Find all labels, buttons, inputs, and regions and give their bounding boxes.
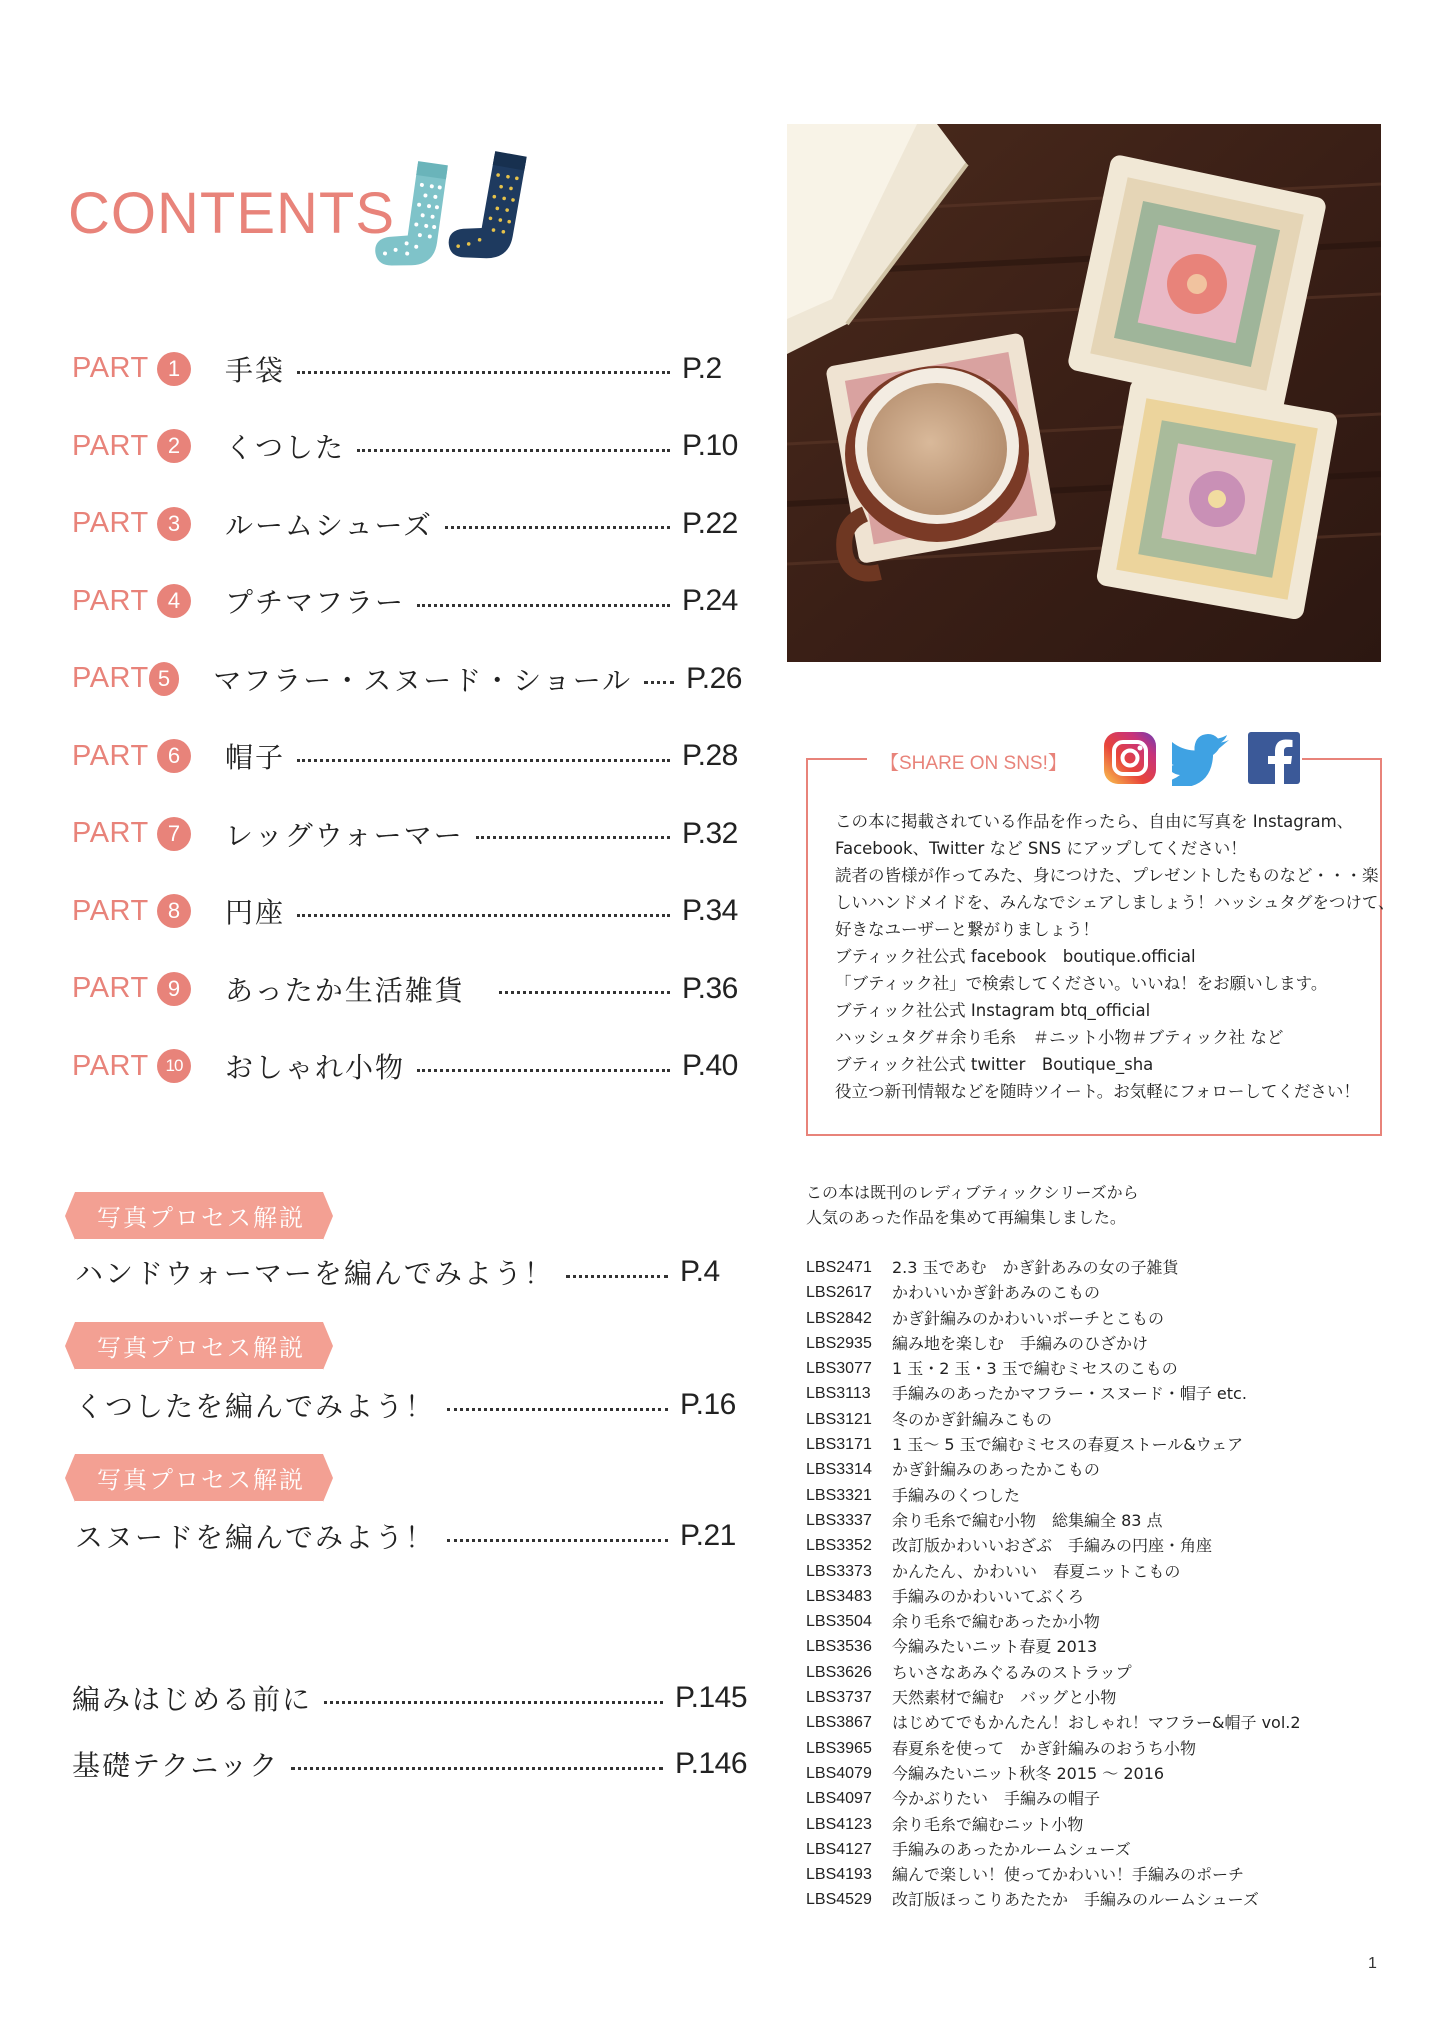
process-badge: 写真プロセス解説 [75,1192,323,1239]
part-label: PART [72,352,149,385]
series-title: 編み地を楽しむ 手編みのひざかけ [892,1333,1149,1353]
part-number-badge: 2 [157,429,191,463]
dot-leader [566,1275,668,1278]
dot-leader [324,1701,663,1704]
toc-title: 手袋 [225,353,286,387]
series-title: 2.3 玉であむ かぎ針あみの女の子雑貨 [892,1258,1179,1277]
process-row-2[interactable] [75,1385,740,1425]
sns-line: ハッシュタグ＃余り毛糸 ＃ニット小物＃ブティック社 など [835,1028,1284,1047]
process-badge: 写真プロセス解説 [75,1322,323,1369]
series-code: LBS3373 [806,1562,872,1580]
series-title: 余り毛糸で編むあったか小物 [892,1612,1100,1632]
extra-title: 編みはじめる前に [72,1683,313,1716]
series-code: LBS3314 [806,1461,872,1479]
part-number-badge: 1 [157,352,191,386]
toc-title: レッグウォーマー [225,818,464,852]
dot-leader [447,1408,668,1411]
sns-text [835,808,1395,1105]
process-badge: 写真プロセス解説 [75,1454,323,1501]
series-row [806,1812,1366,1837]
series-title: 冬のかぎ針編みこもの [892,1409,1053,1429]
series-row [806,1837,1366,1862]
series-row [806,1483,1366,1508]
toc-row-part-2[interactable] [72,408,742,486]
series-title: 編んで楽しい！使ってかわいい！手編みのポーチ [892,1865,1245,1885]
toc-row-part-4[interactable] [72,563,742,641]
toc-title: 円座 [225,896,286,930]
series-row [806,1862,1366,1887]
part-label: PART [72,894,149,927]
series-code: LBS3483 [806,1587,872,1605]
series-title: 春夏糸を使って かぎ針編みのおうち小物 [892,1738,1197,1758]
part-number-badge: 6 [157,739,191,773]
part-number-badge: 8 [157,894,191,928]
toc-page: P.26 [686,661,742,695]
process-title: スヌードを編んでみよう！ [75,1521,436,1554]
series-title: かんたん、かわいい 春夏ニットこもの [892,1561,1181,1581]
toc-page: P.2 [682,351,722,385]
sns-icons [1102,730,1302,786]
part-label: PART [72,662,149,695]
dot-leader [297,759,670,762]
series-code: LBS3337 [806,1511,872,1529]
toc-row-part-5[interactable] [72,640,742,718]
series-list [806,1255,1366,1913]
toc-page: P.22 [682,506,738,540]
sns-line: ブティック社公式 twitter Boutique_sha [835,1055,1154,1074]
toc-page: P.36 [682,971,738,1005]
part-number-badge: 3 [157,507,191,541]
series-code: LBS2617 [806,1284,872,1302]
series-title: 手編みのかわいいてぶくろ [892,1586,1085,1606]
sns-line: この本に掲載されている作品を作ったら、自由に写真を Instagram、 [835,812,1354,831]
process-page: P.21 [680,1519,736,1552]
part-number-badge: 4 [157,584,191,618]
series-title: 余り毛糸で編むニット小物 [892,1814,1084,1834]
extra-page: P.146 [675,1747,748,1780]
series-code: LBS4193 [806,1866,872,1884]
process-title: くつしたを編んでみよう！ [75,1390,436,1423]
toc-row-part-8[interactable] [72,873,742,951]
series-row [806,1306,1366,1331]
dot-leader [291,1767,663,1770]
series-row [806,1736,1366,1761]
series-code: LBS3536 [806,1638,872,1656]
sns-line: 好きなユーザーと繋がりましょう！ [835,920,1099,939]
part-number-badge: 9 [157,972,191,1006]
series-title: かぎ針編みのあったかこもの [892,1460,1100,1480]
dot-leader [357,449,670,452]
dot-leader [476,836,670,839]
part-number-badge: 5 [149,662,180,696]
dot-leader [297,914,670,917]
series-info [806,1180,1366,1913]
series-row [806,1331,1366,1356]
sns-line: 読者の皆様が作ってみた、身につけた、プレゼントしたものなど・・・楽 [835,866,1379,885]
part-label: PART [72,507,149,540]
process-badge-2 [75,1322,323,1369]
instagram-icon[interactable] [1102,730,1158,786]
dot-leader [445,526,670,529]
intro-line: 人気のあった作品を集めて再編集しました。 [806,1208,1126,1227]
extra-page: P.145 [675,1681,748,1714]
series-code: LBS2471 [806,1259,872,1276]
series-title: 余り毛糸で編む小物 総集編全 83 点 [892,1510,1163,1530]
series-code: LBS3504 [806,1613,872,1631]
dot-leader [499,991,670,994]
sns-line: Facebook、Twitter など SNS にアップしてください！ [835,839,1247,858]
toc-row-part-9[interactable] [72,950,742,1028]
toc-page: P.24 [682,584,738,618]
parts-toc [72,330,742,1105]
toc-title: プチマフラー [225,586,406,620]
series-code: LBS4123 [806,1815,872,1833]
series-title: 1 玉～ 5 玉で編むミセスの春夏ストール&ウェア [892,1435,1244,1455]
dot-leader [417,1069,670,1072]
facebook-icon[interactable] [1246,730,1302,786]
series-title: 手編みのくつした [892,1485,1021,1505]
part-label: PART [72,817,149,850]
toc-row-part-1[interactable] [72,330,742,408]
series-title: 手編みのあったかルームシューズ [892,1839,1131,1859]
series-row [806,1432,1366,1457]
toc-title: マフラー・スヌード・ショール [213,663,633,697]
series-title: 今編みたいニット秋冬 2015 ～ 2016 [892,1763,1165,1783]
sns-line: 「ブティック社」で検索してください。いいね！をお願いします。 [835,974,1328,993]
page-number: 1 [1368,1955,1377,1972]
toc-row-part-7[interactable] [72,795,742,873]
toc-page: P.32 [682,816,738,850]
series-code: LBS3352 [806,1537,872,1555]
toc-row-part-3[interactable] [72,485,742,563]
part-number-badge: 10 [157,1049,191,1083]
series-code: LBS3867 [806,1714,872,1732]
series-row [806,1508,1366,1533]
process-row-3[interactable] [75,1516,740,1556]
series-row [806,1887,1366,1912]
series-code: LBS4097 [806,1790,872,1808]
toc-row-part-6[interactable] [72,718,742,796]
series-title: 改訂版ほっこりあたたか 手編みのルームシューズ [892,1890,1259,1910]
series-row [806,1255,1366,1280]
series-row [806,1660,1366,1685]
twitter-icon[interactable] [1172,730,1232,786]
series-code: LBS3321 [806,1486,872,1504]
series-code: LBS3737 [806,1689,872,1707]
series-title: ちいさなあみぐるみのストラップ [892,1662,1132,1682]
extra-row-1[interactable] [72,1678,747,1718]
series-row [806,1710,1366,1735]
series-title: かわいいかぎ針あみのこもの [892,1283,1101,1303]
series-code: LBS2935 [806,1334,872,1352]
series-row [806,1381,1366,1406]
series-title: 改訂版かわいいおざぶ 手編みの円座・角座 [892,1536,1213,1556]
series-title: 今かぶりたい 手編みの帽子 [892,1789,1101,1809]
extra-title: 基礎テクニック [72,1749,280,1782]
series-row [806,1457,1366,1482]
process-page: P.4 [680,1255,720,1288]
process-page: P.16 [680,1388,736,1421]
series-row [806,1761,1366,1786]
sns-line: 役立つ新刊情報などを随時ツイート。お気軽にフォローしてください！ [835,1082,1360,1101]
series-row [806,1584,1366,1609]
toc-title: ルームシューズ [225,508,434,542]
process-badge-3 [75,1454,323,1501]
sns-line: しいハンドメイドを、みんなでシェアしましょう！ハッシュタグをつけて、 [835,893,1395,912]
toc-row-part-10[interactable] [72,1028,742,1106]
toc-title: 帽子 [225,741,286,775]
series-title: 手編みのあったかマフラー・スヌード・帽子 etc. [892,1384,1247,1404]
part-label: PART [72,584,149,617]
sns-title: 【SHARE ON SNS!】 [880,753,1067,774]
series-code: LBS3077 [806,1360,872,1378]
page-title: CONTENTS [68,181,395,246]
toc-title: くつした [225,431,346,465]
process-row-1[interactable] [75,1252,740,1292]
series-code: LBS3113 [806,1385,871,1403]
process-badge-1 [75,1192,323,1239]
part-number-badge: 7 [157,817,191,851]
toc-title: あったか生活雑貨 [225,973,465,1007]
series-title: かぎ針編みのかわいいポーチとこもの [892,1308,1165,1328]
sns-line: ブティック社公式 Instagram btq_official [835,1001,1151,1020]
series-row [806,1559,1366,1584]
toc-page: P.28 [682,739,738,773]
part-label: PART [72,972,149,1005]
dot-leader [644,681,674,684]
series-row [806,1609,1366,1634]
series-code: LBS3121 [806,1410,872,1428]
series-code: LBS2842 [806,1309,872,1327]
part-label: PART [72,1049,149,1082]
series-row [806,1786,1366,1811]
sns-line: ブティック社公式 facebook boutique.official [835,947,1196,966]
extra-row-2[interactable] [72,1744,747,1784]
socks-illustration [370,150,550,300]
process-title: ハンドウォーマーを編んでみよう！ [75,1257,554,1290]
series-title: はじめてでもかんたん！おしゃれ！マフラー&帽子 vol.2 [892,1713,1301,1733]
dot-leader [447,1539,668,1542]
coasters-photo [787,124,1381,662]
series-row [806,1280,1366,1305]
series-code: LBS4127 [806,1840,872,1858]
series-code: LBS3171 [806,1436,872,1454]
series-row [806,1685,1366,1710]
dot-leader [417,604,670,607]
part-label: PART [72,739,149,772]
series-title: 今編みたいニット春夏 2013 [892,1637,1098,1657]
series-row [806,1407,1366,1432]
part-label: PART [72,429,149,462]
series-row [806,1634,1366,1659]
series-title: 天然素材で編む バッグと小物 [892,1688,1117,1708]
toc-page: P.34 [682,894,738,928]
toc-page: P.10 [682,429,738,463]
toc-title: おしゃれ小物 [225,1051,406,1085]
toc-page: P.40 [682,1049,738,1083]
series-code: LBS3626 [806,1663,872,1681]
intro-line: この本は既刊のレディブティックシリーズから [806,1183,1139,1202]
series-row [806,1356,1366,1381]
series-intro [806,1180,1366,1230]
series-code: LBS4079 [806,1764,872,1782]
series-row [806,1533,1366,1558]
dot-leader [297,371,670,374]
series-code: LBS3965 [806,1739,872,1757]
series-code: LBS4529 [806,1891,872,1909]
series-title: 1 玉・2 玉・3 玉で編むミセスのこもの [892,1359,1178,1379]
